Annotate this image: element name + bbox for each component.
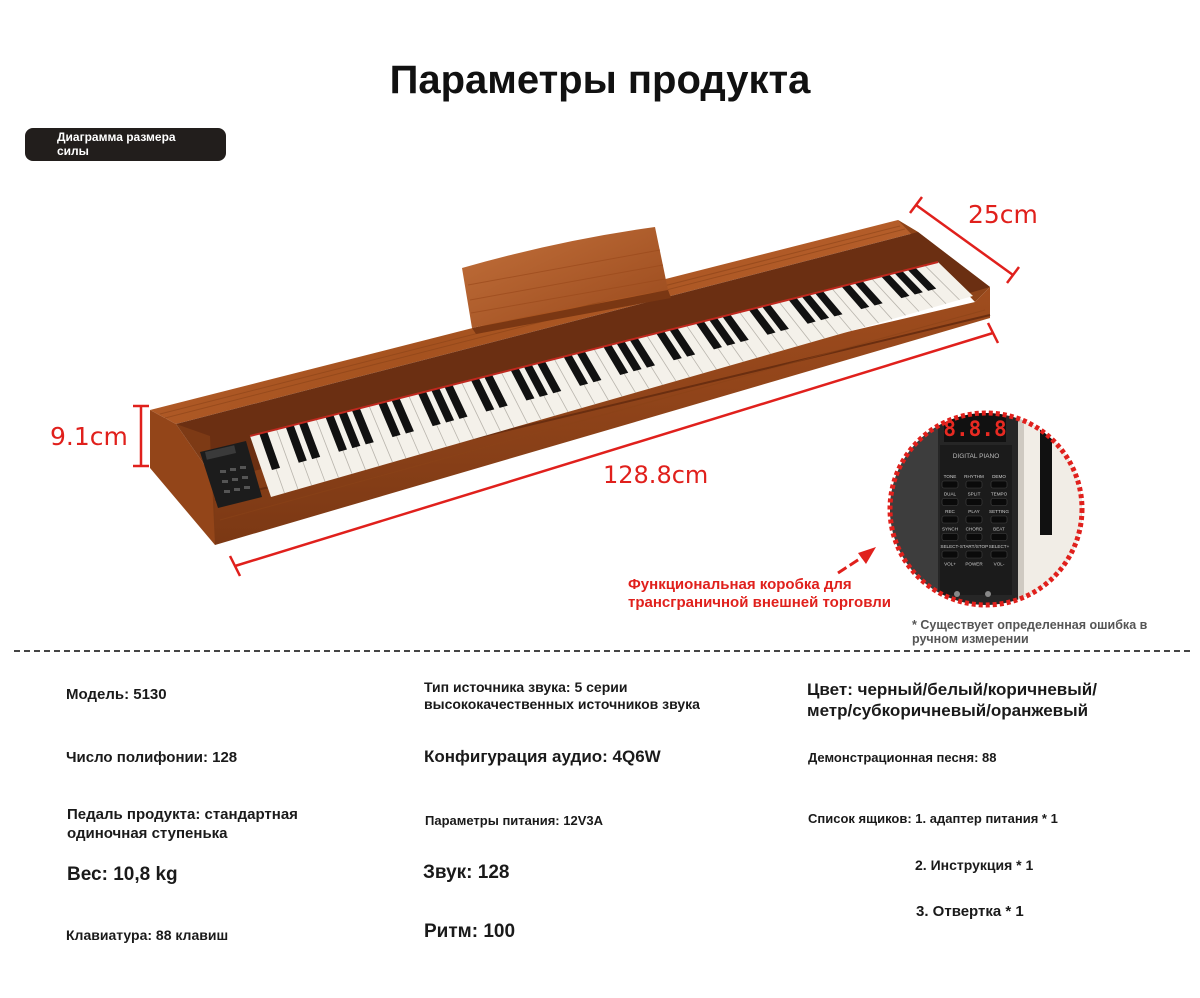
- spec-weight: Вес: 10,8 kg: [67, 864, 178, 885]
- spec-rhythm: Ритм: 100: [424, 921, 516, 942]
- panel-button: [966, 551, 982, 558]
- spec-sound-source-line2: высококачественных источников звука: [424, 696, 700, 712]
- panel-button-label: DEMO: [992, 474, 1006, 479]
- panel-button-label: SELECT+: [988, 544, 1010, 549]
- panel-button: [942, 499, 958, 506]
- spec-color: [807, 679, 1097, 721]
- panel-buttons: [940, 474, 1009, 567]
- headphone-jack-icon: [954, 591, 960, 597]
- spec-demo: Демонстрационная песня: 88: [808, 750, 997, 765]
- function-box-callout: [628, 576, 891, 612]
- spec-audio: Конфигурация аудио: 4Q6W: [424, 747, 661, 766]
- panel-button-label: VOL-: [993, 561, 1005, 567]
- dimension-length: 128.8cm: [603, 461, 709, 489]
- section-tag-line1: Диаграмма размера: [57, 130, 176, 144]
- spec-model: Модель: 5130: [66, 686, 167, 703]
- panel-button-label: BEAT: [993, 526, 1005, 532]
- panel-button: [966, 534, 982, 541]
- spec-box-list: Список ящиков: 1. адаптер питания * 1: [808, 811, 1058, 826]
- spec-box-item-3: 3. Отвертка * 1: [916, 903, 1024, 920]
- error-note-line2: ручном измерении: [912, 632, 1029, 646]
- panel-button-label: SELECT-: [940, 544, 960, 549]
- spec-power: Параметры питания: 12V3A: [425, 813, 604, 828]
- spec-polyphony: Число полифонии: 128: [66, 749, 238, 766]
- spec-color-line1: Цвет: черный/белый/коричневый/: [807, 680, 1097, 699]
- dashed-divider: [14, 650, 1190, 652]
- panel-button: [991, 481, 1007, 488]
- callout-line2: трансграничной внешней торговли: [628, 594, 891, 611]
- spec-keyboard: Клавиатура: 88 клавиш: [66, 927, 229, 943]
- panel-button: [991, 499, 1007, 506]
- panel-button: [991, 551, 1007, 558]
- panel-button: [991, 516, 1007, 523]
- panel-button-label: TONE: [943, 474, 957, 479]
- panel-button: [966, 481, 982, 488]
- callout-arrow: [838, 547, 876, 573]
- panel-button: [942, 516, 958, 523]
- panel-display: 8.8.8: [943, 417, 1007, 441]
- panel-button-label: PLAY: [968, 509, 980, 514]
- panel-button: [942, 551, 958, 558]
- page-title: Параметры продукта: [389, 58, 811, 102]
- panel-button-label: TEMPO: [990, 491, 1008, 497]
- dimension-height: 9.1cm: [50, 422, 128, 451]
- panel-button-label: VOL+: [944, 561, 956, 567]
- panel-button-label: START/STOP: [959, 544, 989, 549]
- panel-button-label: SPLIT: [967, 491, 981, 497]
- spec-sound: Звук: 128: [423, 862, 510, 883]
- panel-zoom-lens: [880, 405, 1108, 615]
- spec-sound-source: [424, 679, 700, 713]
- headphone-jack-icon: [985, 591, 991, 597]
- spec-pedal-line2: одиночная ступенька: [67, 825, 228, 842]
- panel-button: [991, 534, 1007, 541]
- dimension-depth: 25cm: [968, 200, 1038, 229]
- spec-box-item-2: 2. Инструкция * 1: [915, 857, 1034, 873]
- panel-button-label: POWER: [965, 561, 983, 567]
- panel-button: [966, 516, 982, 523]
- panel-button-label: CHORD: [965, 526, 983, 532]
- panel-button: [942, 481, 958, 488]
- panel-button: [966, 499, 982, 506]
- spec-pedal: [67, 805, 298, 843]
- callout-line1: Функциональная коробка для: [628, 576, 852, 593]
- section-tag-line2: силы: [57, 144, 89, 158]
- panel-button-label: SYNCH: [941, 526, 959, 532]
- panel-button-label: REC: [945, 509, 955, 514]
- spec-color-line2: метр/субкоричневый/оранжевый: [807, 701, 1089, 720]
- measurement-error-note: [912, 618, 1182, 646]
- panel-button-label: SETTING: [989, 509, 1009, 514]
- panel-button-label: DUAL: [943, 491, 957, 497]
- error-note-line1: * Существует определенная ошибка в: [912, 618, 1148, 632]
- spec-pedal-line1: Педаль продукта: стандартная: [67, 806, 298, 823]
- panel-button-label: RHYTHM: [964, 474, 984, 479]
- panel-button: [942, 534, 958, 541]
- panel-brand: DIGITAL PIANO: [952, 453, 1000, 460]
- spec-sound-source-line1: Тип источника звука: 5 серии: [424, 679, 628, 695]
